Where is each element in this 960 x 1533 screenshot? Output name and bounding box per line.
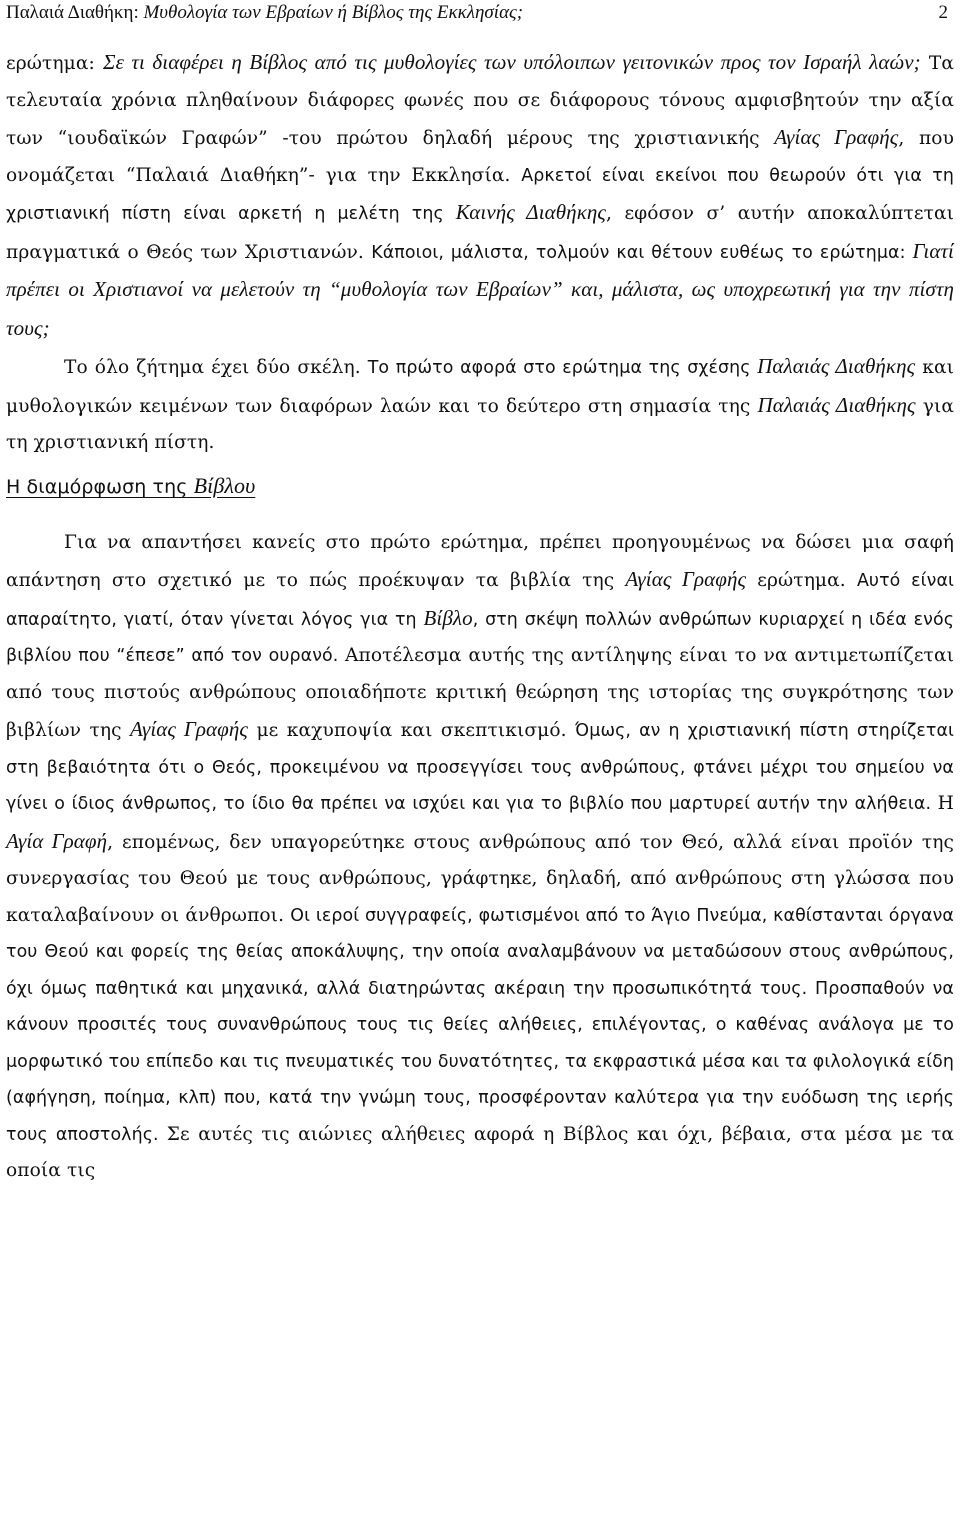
text-run: , που ονομάζεται “Παλαιά Διαθήκη”- για την Εκκλησία. (6, 128, 954, 186)
paragraph-1 (6, 44, 954, 348)
italic-run: Καινής Διαθήκης (455, 200, 607, 224)
text-run: Το πρώτο αφορά στο ερώτημα της σχέσης (367, 358, 758, 378)
page-number: 2 (938, 2, 948, 23)
header-title-italic: Μυθολογία των Εβραίων ή Βίβλος της Εκκλησίας; (143, 2, 524, 23)
text-run: με καχυποψία και σκεπτικισμό. (248, 720, 576, 741)
text-run: Το όλο ζήτημα έχει δύο σκέλη. (64, 357, 368, 378)
italic-run: Σε τι διαφέρει η Βίβλος από τις μυθολογίες των υπόλοιπων γειτονικών προς τον Ισραήλ λαών; (102, 50, 921, 74)
text-run: Η (937, 793, 954, 814)
header-title (6, 0, 523, 26)
paragraph-2 (6, 348, 954, 462)
text-run: Σε αυτές τις αιώνιες αλήθειες αφορά η Βίβλος και όχι, βέβαια, στα μέσα με τα οποία τις (6, 1123, 954, 1181)
text-run: Οι ιεροί συγγραφείς, φωτισμένοι από το Άγιο Πνεύμα, καθίστανται όργανα του Θεού και φορείς της θείας αποκάλυψης, την οποία αναλαμβάνουν να μεταδώσουν στους ανθρώπους, όχι όμως παθητικά και μηχανικά, αλλά διατηρώντας ακέραιη την προσωπικότητά τους. (6, 905, 955, 999)
italic-run: Γιατί πρέπει οι Χριστιανοί να μελετούν τη “μυθολογία των Εβραίων” και, μάλιστα, ως υποχρεωτική για την πίστη τους; (6, 238, 954, 340)
text-run: ερώτημα: (6, 53, 103, 74)
running-header (6, 0, 954, 40)
italic-run: Αγία Γραφή (6, 828, 108, 853)
text-run: Αρκετοί είναι εκείνοι που θεωρούν ότι για τη χριστιανική πίστη είναι αρκετή η μελέτη της (6, 165, 954, 224)
paragraph-3 (6, 525, 954, 1190)
section-heading (6, 468, 954, 505)
italic-run: Βίβλο (423, 605, 473, 630)
text-run: , στη σκέψη πολλών ανθρώπων κυριαρχεί η ιδέα ενός βιβλίου που “έπεσε” από τον ουρανό. (6, 609, 954, 666)
text-run: και μυθολογικών κειμένων των διαφόρων λαών και το δεύτερο στη σημασία της (6, 357, 955, 417)
italic-run: Αγίας Γραφής (774, 125, 899, 149)
text-run: Για να απαντήσει κανείς στο πρώτο ερώτημα, πρέπει προηγουμένως να δώσει μια σαφή απάντηση στο σχετικό με το πώς προέκυψαν τα βιβλία της (6, 531, 954, 591)
text-run: για τη χριστιανική πίστη. (6, 395, 954, 453)
text-run: Τα τελευταία χρόνια πληθαίνουν διάφορες φωνές που σε διάφορους τόνους αμφισβητούν την αξία των “ιουδαϊκών Γραφών” -του πρώτου δηλαδή μέρους της χριστιανικής (6, 53, 955, 149)
italic-run: Αγίας Γραφής (130, 717, 249, 741)
italic-run: Αγίας Γραφής (625, 567, 747, 591)
text-run: ερώτημα. (746, 570, 857, 591)
text-run: Αυτό είναι απαραίτητο, γιατί, όταν γίνεται λόγος για τη (6, 571, 955, 630)
heading-italic: Βίβλου (193, 472, 256, 498)
header-title-plain: Παλαιά Διαθήκη: (6, 2, 144, 23)
text-run: Κάποιοι, μάλιστα, τολμούν και θέτουν ευθέως το ερώτημα: (371, 242, 913, 263)
italic-run: Παλαιάς Διαθήκης (757, 392, 916, 417)
italic-run: Παλαιάς Διαθήκης (757, 354, 916, 378)
text-run: , επομένως, δεν υπαγορεύτηκε στους ανθρώπους από τον Θεό, αλλά είναι προϊόν της συνεργασίας του Θεού με τους ανθρώπους, γράφτηκε, δηλαδή, από ανθρώπους στη γλώσσα που καταλαβαίνουν οι άνθρωποι. (6, 831, 954, 926)
heading-plain: Η διαμόρφωση της (6, 475, 194, 498)
document-body (6, 44, 954, 1190)
text-run: Όμως, αν η χριστιανική πίστη στηρίζεται στη βεβαιότητα ότι ο Θεός, προκειμένου να προσεγγίσει τους ανθρώπους, φτάνει μέχρι του σημείου να γίνει ο ίδιος άνθρωπος, το ίδιο θα πρέπει να ισχύει και για το βιβλίο που μαρτυρεί αυτήν την αλήθεια. (6, 721, 954, 814)
text-run: Προσπαθούν να κάνουν προσιτές τους συνανθρώπους τους τις θείες αλήθειες, επιλέγοντας, ο καθένας ανάλογα με το μορφωτικό του επίπεδο και τις πνευματικές του δυνατότητες, τα εκφραστικά μέσα και τα φιλολογικά είδη (αφήγηση, ποίημα, κλπ) που, κατά την γνώμη τους, προσφέρονταν καλύτερα για την ευόδωση της ιερής τους αποστολής. (6, 978, 954, 1145)
text-run: , εφόσον σ’ αυτήν αποκαλύπτεται πραγματικά ο Θεός των Χριστιανών. (6, 203, 955, 263)
text-run: Αποτέλεσμα αυτής της αντίληψης είναι το να αντιμετωπίζεται από τους πιστούς ανθρώπους οποιαδήποτε κριτική θεώρηση της ιστορίας της συγκρότησης των βιβλίων της (6, 645, 954, 741)
